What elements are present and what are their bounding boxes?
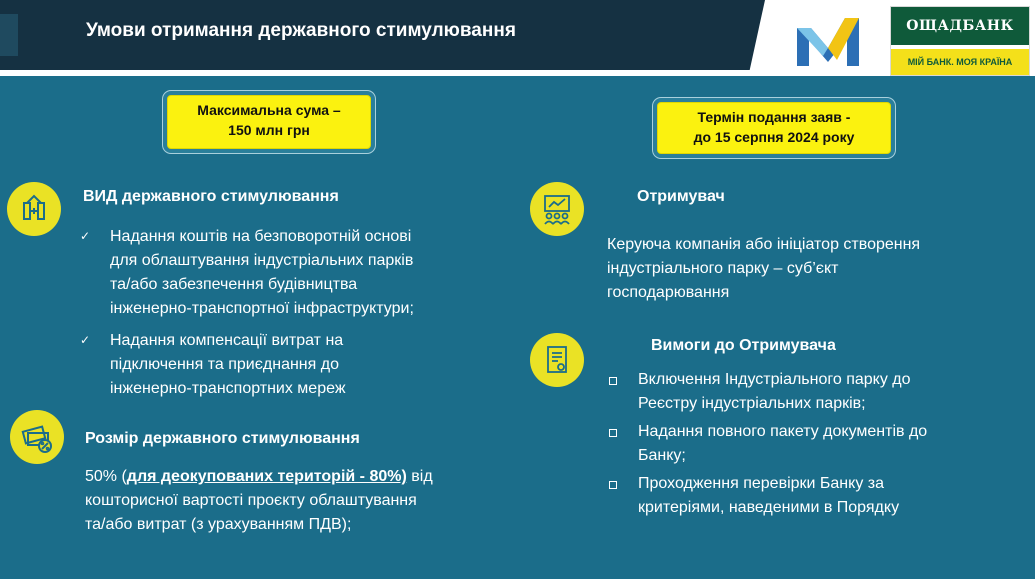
req-item-3-line1: Проходження перевірки Банку за bbox=[638, 475, 884, 492]
type-item-2-line1: Надання компенсації витрат на bbox=[110, 332, 344, 349]
max-amount-badge bbox=[167, 95, 371, 149]
certificate-document-icon bbox=[541, 344, 573, 376]
type-item-2 bbox=[110, 329, 520, 401]
req-item-2-line2: Банку; bbox=[638, 447, 686, 464]
max-amount-line2: 150 млн грн bbox=[228, 122, 310, 138]
type-item-2-check: ✓ bbox=[80, 333, 91, 347]
type-item-2-line2: підключення та приєднання до bbox=[110, 356, 339, 373]
size-prefix: 50% ( bbox=[85, 468, 127, 485]
size-line2: кошторисної вартості проєкту облаштування bbox=[85, 492, 417, 509]
req-item-1-bullet bbox=[609, 377, 617, 385]
recipient-icon-circle bbox=[530, 182, 584, 236]
recipient-line1: Керуюча компанія або ініціатор створення bbox=[607, 236, 921, 253]
type-heading: ВИД державного стимулювання bbox=[83, 188, 339, 205]
req-item-1 bbox=[638, 368, 1028, 416]
size-text bbox=[85, 465, 515, 537]
size-highlight: для деокупованих територій - 80%) bbox=[126, 468, 407, 485]
bank-logo bbox=[890, 6, 1030, 76]
bank-name: ОЩАДБАНК bbox=[891, 7, 1029, 45]
cycle-arrows-icon bbox=[18, 193, 50, 225]
type-item-1-line3: та/або забезпечення будівництва bbox=[110, 276, 358, 293]
page-title: Умови отримання державного стимулювання bbox=[86, 20, 516, 41]
size-line1 bbox=[85, 465, 515, 489]
presentation-audience-icon bbox=[541, 193, 573, 225]
size-heading: Розмір державного стимулювання bbox=[85, 430, 360, 447]
type-item-1-line4: інженерно-транспортної інфраструктури; bbox=[110, 300, 414, 317]
recipient-heading: Отримувач bbox=[637, 188, 725, 205]
requirements-icon-circle bbox=[530, 333, 584, 387]
type-item-2-line3: інженерно-транспортних мереж bbox=[110, 380, 346, 397]
type-item-1 bbox=[110, 225, 520, 321]
req-item-3-bullet bbox=[609, 481, 617, 489]
req-item-2-bullet bbox=[609, 429, 617, 437]
deadline-badge bbox=[657, 102, 891, 154]
type-item-1-line1: Надання коштів на безповоротній основі bbox=[110, 228, 412, 245]
banner-stripe bbox=[0, 14, 18, 56]
size-line3: та/або витрат (з урахуванням ПДВ); bbox=[85, 516, 352, 533]
recipient-line2: індустріального парку – суб’єкт bbox=[607, 260, 839, 277]
type-icon-circle bbox=[7, 182, 61, 236]
type-item-1-line2: для облаштування індустріальних парків bbox=[110, 252, 414, 269]
recipient-text bbox=[607, 233, 1027, 305]
req-item-3-line2: критеріями, наведеними в Порядку bbox=[638, 499, 900, 516]
size-icon-circle bbox=[10, 410, 64, 464]
deadline-line1: Термін подання заяв - bbox=[697, 109, 851, 125]
requirements-heading: Вимоги до Отримувача bbox=[651, 337, 836, 354]
bank-slogan: МІЙ БАНК. МОЯ КРАЇНА bbox=[891, 49, 1029, 75]
req-item-1-line2: Реєстру індустріальних парків; bbox=[638, 395, 866, 412]
type-item-1-check: ✓ bbox=[80, 229, 91, 243]
req-item-1-line1: Включення Індустріального парку до bbox=[638, 371, 911, 388]
req-item-2 bbox=[638, 420, 1028, 468]
recipient-line3: господарювання bbox=[607, 284, 730, 301]
deadline-line2: до 15 серпня 2024 року bbox=[693, 129, 855, 145]
max-amount-line1: Максимальна сума – bbox=[197, 102, 341, 118]
req-item-3 bbox=[638, 472, 1028, 520]
req-item-2-line1: Надання повного пакету документів до bbox=[638, 423, 928, 440]
size-suffix: від bbox=[406, 468, 433, 485]
m-logo-icon bbox=[793, 14, 863, 72]
money-percent-icon bbox=[21, 421, 53, 453]
